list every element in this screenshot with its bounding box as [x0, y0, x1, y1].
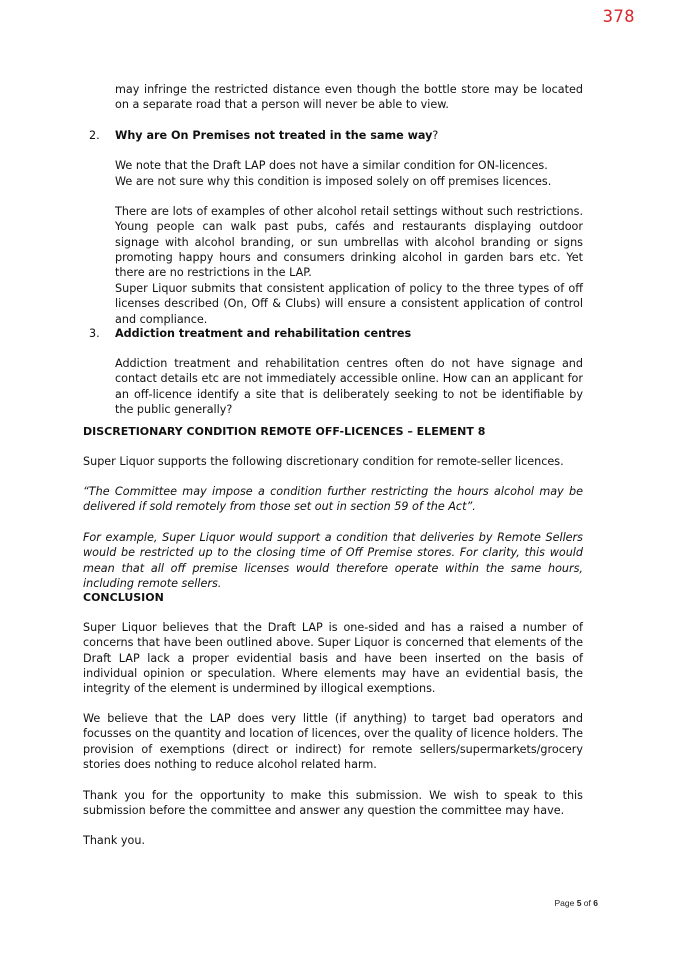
footer-total-pages: 6 [593, 898, 598, 908]
item-3-number: 3. [89, 327, 100, 340]
document-page-number: 378 [602, 7, 635, 27]
item-2-paragraph-b: We are not sure why this condition is imposed solely on off premises licences. [115, 175, 552, 188]
item-2-paragraph-c: There are lots of examples of other alcohol retail settings without such restrictions. Young people can walk past pubs, cafés and restaurants displaying outdoor signage with alcohol branding, or sun umbrellas with alcohol branding or signs promoting happy hours and consumers drinking alcohol in garden bars etc. Yet there are no restrictions in the LAP. [115, 205, 583, 280]
example-paragraph: For example, Super Liquor would support a condition that deliveries by Remote Sellers would be restricted up to the closing time of Off Premise stores. For clarity, this would mean that all off premise licenses would therefore operate within the same hours, including remote sellers. [83, 531, 583, 590]
conclusion-paragraph-1: Super Liquor believes that the Draft LAP is one-sided and has a raised a number of concerns that have been outlined above. Super Liquor is concerned that elements of the Draft LAP lack a proper evidential basis and have been inserted on the basis of individual opinion or speculation. Where elements may have an evidential basis, the integrity of the element is undermined by illogical exemptions. [83, 621, 583, 696]
page-footer [554, 898, 598, 908]
item-2-paragraph-d: Super Liquor submits that consistent application of policy to the three types of off licenses described (On, Off & Clubs) will ensure a consistent application of control and compliance. [115, 282, 583, 326]
quoted-condition: “The Committee may impose a condition further restricting the hours alcohol may be delivered if sold remotely from those set out in section 59 of the Act”. [83, 485, 583, 514]
footer-current-page: 5 [576, 898, 582, 908]
item-2-number: 2. [89, 129, 100, 142]
supports-paragraph: Super Liquor supports the following discretionary condition for remote-seller licences. [83, 455, 564, 468]
item-3-title: Addiction treatment and rehabilitation centres [115, 327, 412, 340]
item-2-title-bold: Why are On Premises not treated in the same way [115, 129, 433, 142]
item-2-title-suffix: ? [432, 129, 439, 142]
continuation-paragraph: may infringe the restricted distance even though the bottle store may be located on a separate road that a person will never be able to view. [115, 83, 583, 112]
section-title-discretionary: DISCRETIONARY CONDITION REMOTE OFF-LICENCES – ELEMENT 8 [83, 425, 486, 438]
conclusion-paragraph-2: We believe that the LAP does very little (if anything) to target bad operators and focusses on the quantity and location of licences, over the quality of licence holders. The provision of exemptions (direct or indirect) for remote sellers/supermarkets/grocery stories does nothing to reduce alcohol related harm. [83, 712, 583, 771]
conclusion-paragraph-3: Thank you for the opportunity to make this submission. We wish to speak to this submission before the committee and answer any question the committee may have. [83, 789, 583, 818]
closing-thanks: Thank you. [83, 834, 146, 847]
section-title-conclusion: CONCLUSION [83, 591, 164, 604]
item-2-paragraph-a: We note that the Draft LAP does not have a similar condition for ON-licences. [115, 159, 548, 172]
footer-of-word: of [583, 898, 591, 908]
item-3-paragraph: Addiction treatment and rehabilitation centres often do not have signage and contact details etc are not immediately accessible online. How can an applicant for an off-licence identify a site that is deliberately seeking to not be identifiable by the public generally? [115, 357, 583, 416]
footer-page-word: Page [554, 898, 575, 908]
item-2-title [115, 128, 438, 143]
